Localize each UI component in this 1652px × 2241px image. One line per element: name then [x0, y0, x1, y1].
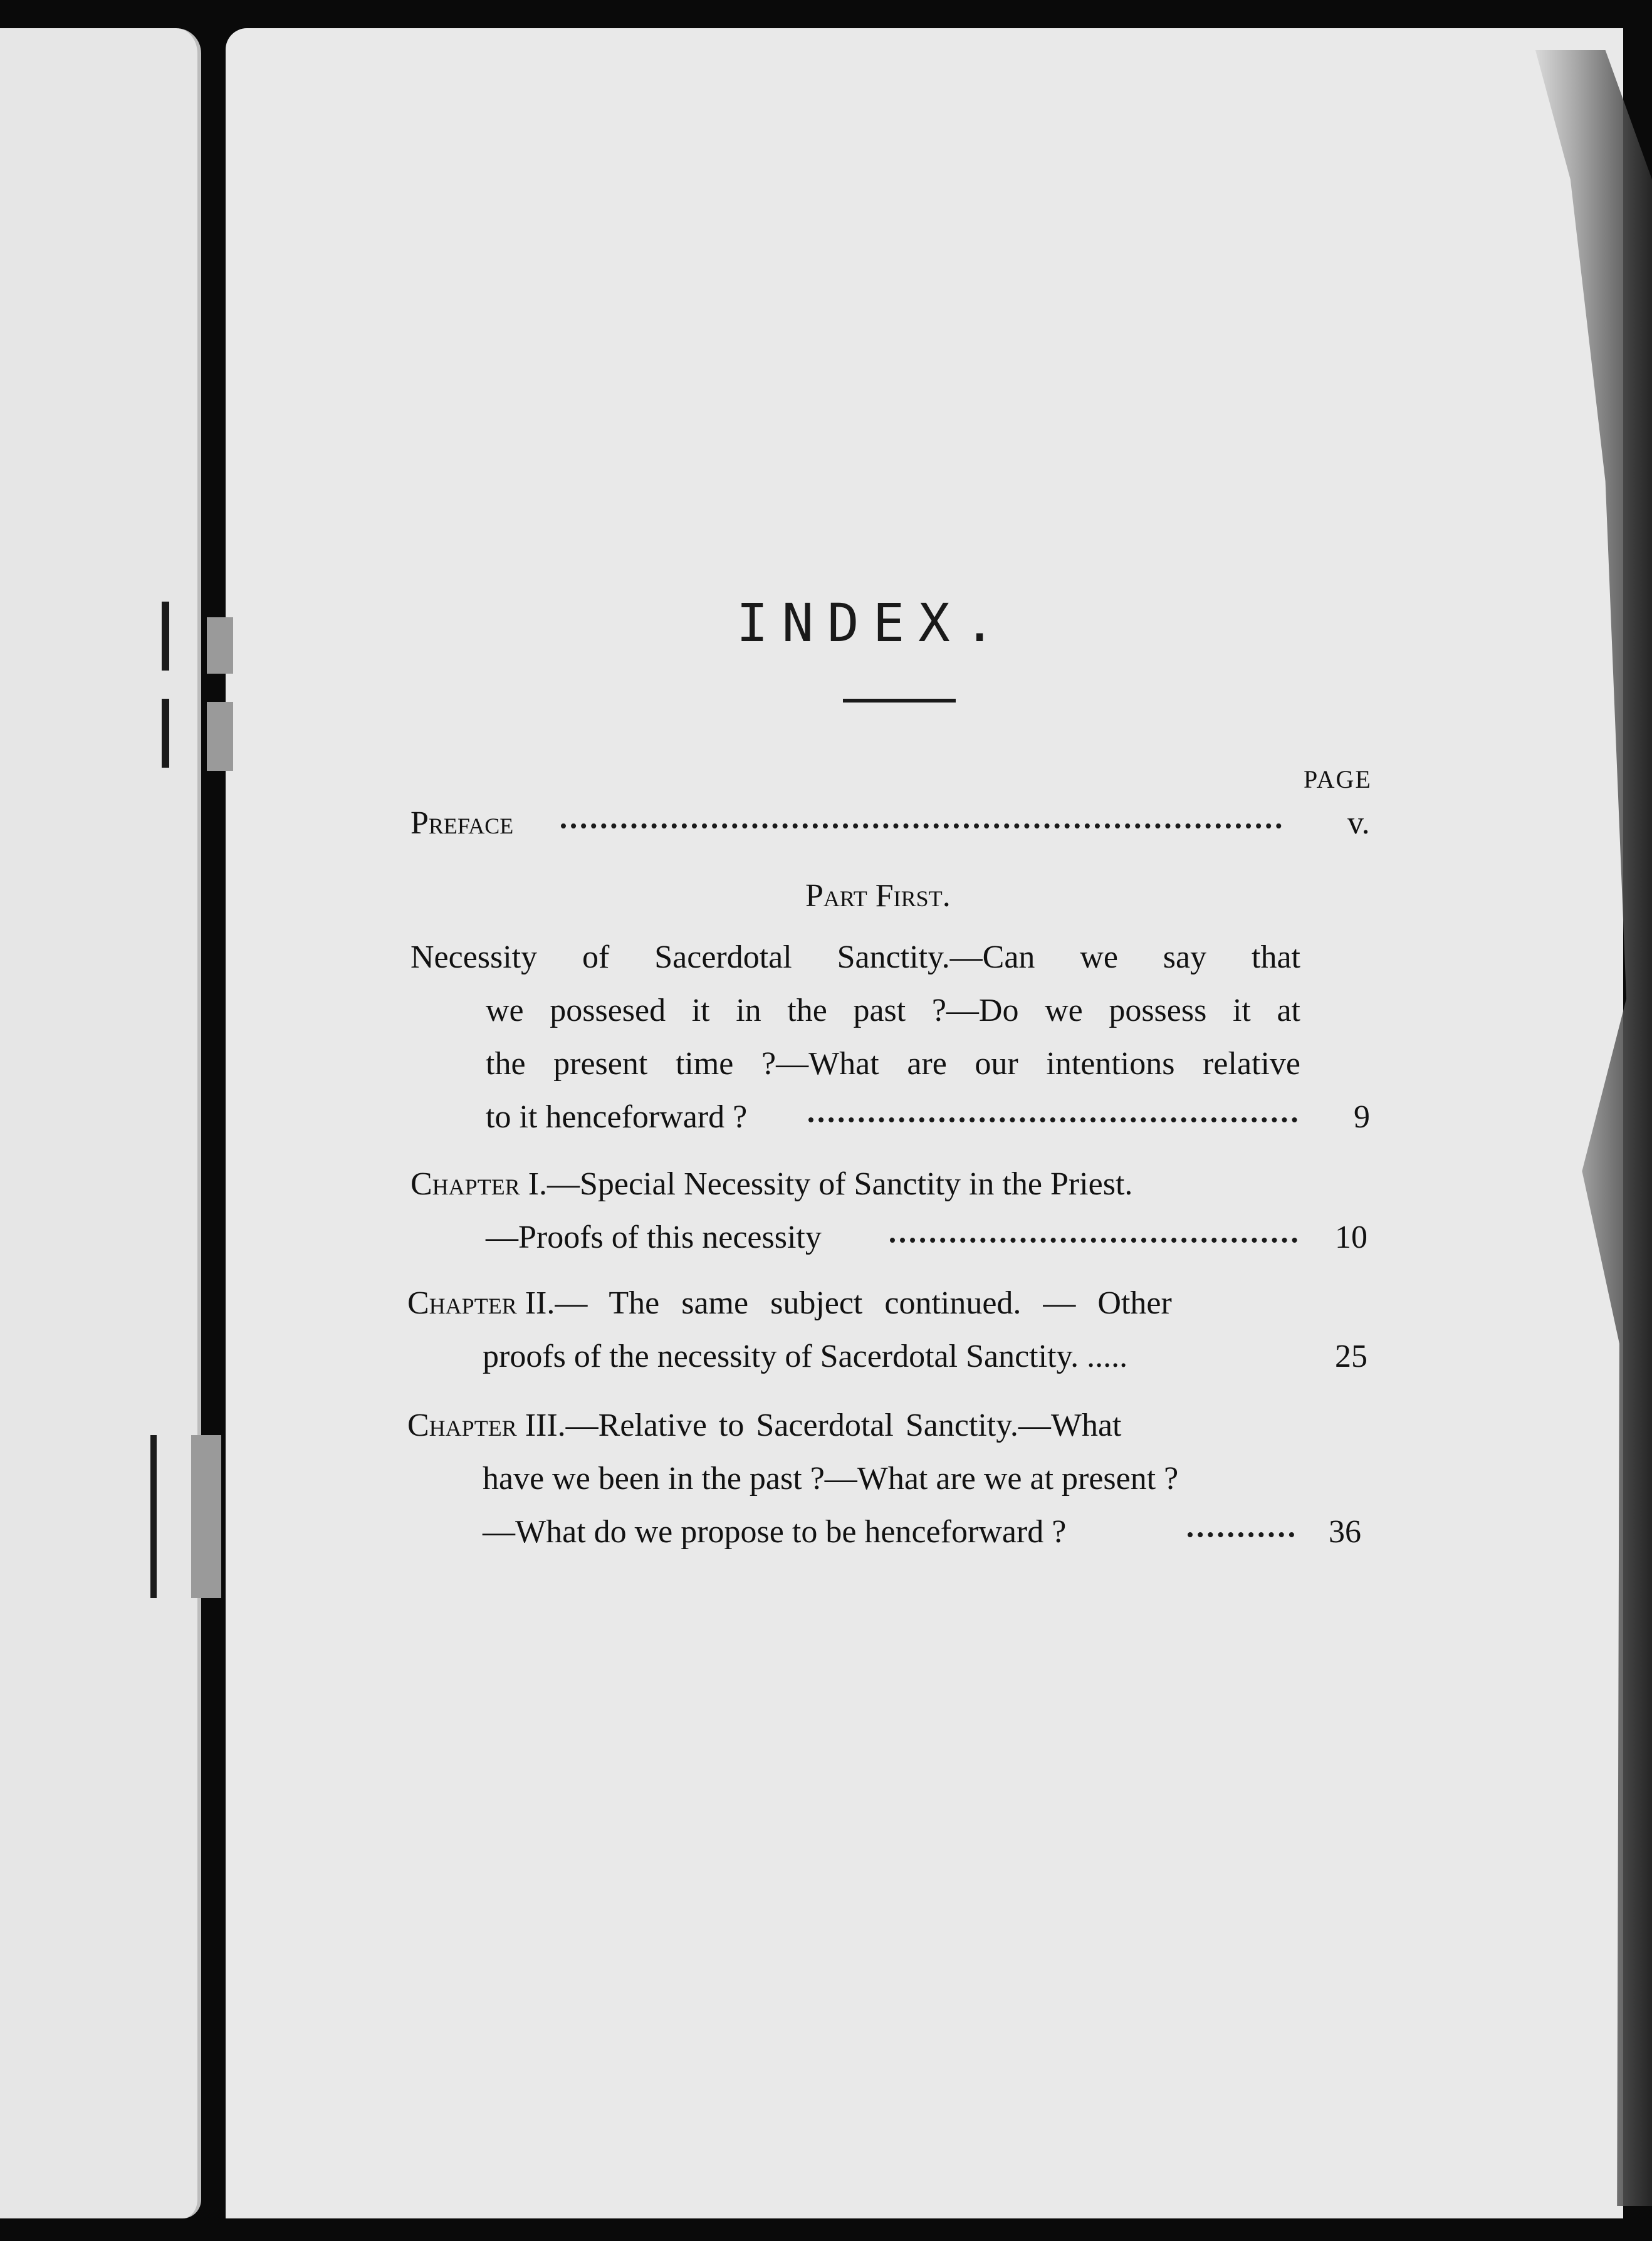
- book-spine-gutter: [207, 25, 224, 2218]
- dot-leader: [1188, 1532, 1294, 1537]
- dot-leader: [890, 1238, 1297, 1243]
- dot-leader: [808, 1117, 1297, 1122]
- binding-tab: [191, 1435, 221, 1598]
- binding-thread-mark: [150, 1435, 157, 1598]
- entry-line: Necessity of Sacerdotal Sanctity.—Can we say that: [410, 939, 1300, 975]
- entry-line: have we been in the past ?—What are we at present ?: [483, 1461, 1179, 1497]
- entry-line: —What do we propose to be henceforward ?: [483, 1514, 1067, 1550]
- binding-tab: [207, 702, 233, 771]
- entry-line: [407, 1407, 1121, 1444]
- dot-leader: [561, 823, 1282, 828]
- binding-thread-mark: [162, 699, 169, 768]
- entry-line: [410, 1166, 1132, 1203]
- entry-page-number: 10: [1335, 1220, 1367, 1255]
- title-rule: [843, 699, 956, 703]
- binding-tab: [207, 617, 233, 674]
- entry-text: — The same subject continued. — Other: [555, 1285, 1172, 1321]
- entry-page-number: 9: [1354, 1099, 1370, 1135]
- preface-page-number: v.: [1347, 805, 1370, 841]
- part-heading: Part First.: [805, 878, 951, 914]
- entry-text: —Relative to Sacerdotal Sanctity.—What: [565, 1408, 1122, 1443]
- left-facing-page: [0, 28, 201, 2218]
- entry-line: [407, 1285, 1172, 1322]
- preface-label: Preface: [410, 805, 514, 841]
- entry-line: —Proofs of this necessity: [486, 1220, 822, 1255]
- entry-line: the present time ?—What are our intentions relative: [486, 1046, 1300, 1082]
- entry-line: proofs of the necessity of Sacerdotal Sanctity. .....: [483, 1339, 1128, 1374]
- entry-text: —Special Necessity of Sanctity in the Priest.: [547, 1166, 1133, 1202]
- chapter-label: Chapter I.: [410, 1166, 548, 1202]
- entry-line: to it henceforward ?: [486, 1099, 748, 1135]
- binding-thread-mark: [162, 602, 169, 671]
- entry-page-number: 25: [1335, 1339, 1367, 1374]
- chapter-label: Chapter III.: [407, 1408, 566, 1443]
- page-column-label: PAGE: [1304, 765, 1372, 793]
- entry-line: we possesed it in the past ?—Do we possess it at: [486, 993, 1300, 1028]
- chapter-label: Chapter II.: [407, 1285, 555, 1321]
- page-title: INDEX.: [736, 592, 1010, 654]
- entry-page-number: 36: [1329, 1514, 1361, 1550]
- index-page: [226, 28, 1623, 2218]
